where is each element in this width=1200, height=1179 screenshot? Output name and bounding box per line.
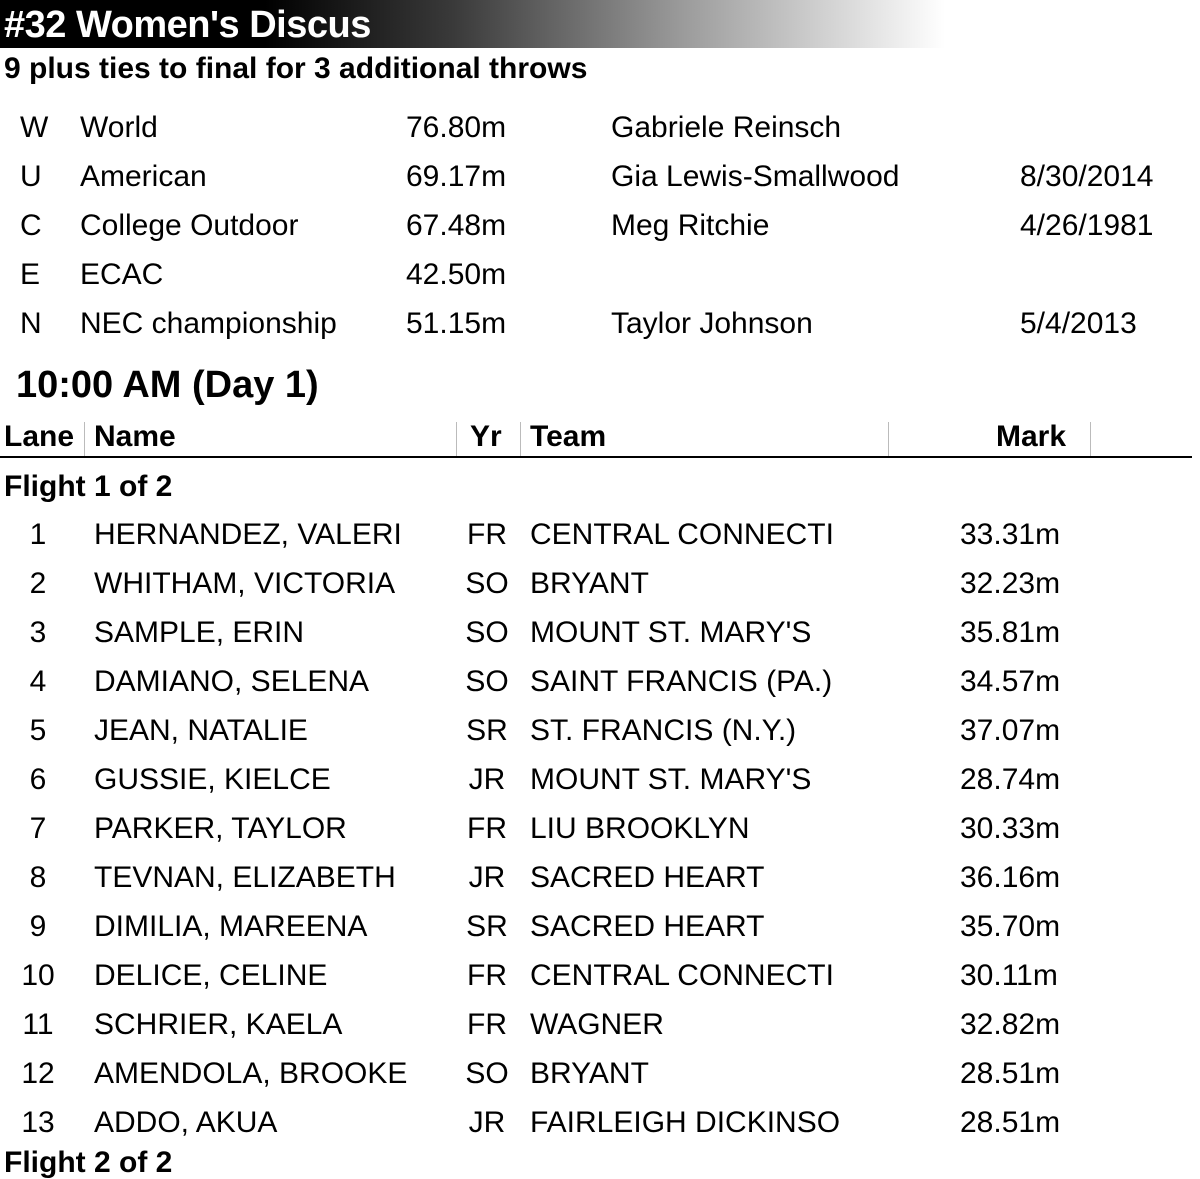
- entry-mark: 30.11m: [960, 959, 1058, 992]
- record-code: U: [20, 160, 42, 193]
- entry-name: HERNANDEZ, VALERI: [94, 518, 402, 551]
- entry-team: FAIRLEIGH DICKINSO: [530, 1106, 841, 1139]
- entry-mark: 36.16m: [960, 861, 1061, 894]
- entry-year: SR: [466, 910, 508, 943]
- record-holder: Gia Lewis-Smallwood: [611, 160, 900, 193]
- entry-lane: 8: [29, 861, 47, 894]
- entry-team: SACRED HEART: [530, 910, 765, 943]
- entry-mark: 35.81m: [960, 616, 1061, 649]
- entry-name: JEAN, NATALIE: [94, 714, 308, 747]
- record-date: 8/30/2014: [1020, 160, 1154, 193]
- entry-lane: 7: [29, 812, 47, 845]
- entry-name: SAMPLE, ERIN: [94, 616, 305, 649]
- entry-name: DAMIANO, SELENA: [94, 665, 370, 698]
- record-code: N: [20, 307, 42, 340]
- entry-year: FR: [467, 812, 507, 845]
- entry-lane: 12: [21, 1057, 55, 1090]
- entry-year: FR: [467, 1008, 507, 1041]
- entry-name: DIMILIA, MAREENA: [94, 910, 368, 943]
- record-mark: 67.48m: [406, 209, 507, 242]
- entry-year: SO: [465, 616, 509, 649]
- entry-team: MOUNT ST. MARY'S: [530, 763, 812, 796]
- entry-mark: 37.07m: [960, 714, 1061, 747]
- record-mark: 76.80m: [406, 111, 507, 144]
- entry-year: SO: [465, 665, 509, 698]
- entry-name: TEVNAN, ELIZABETH: [94, 861, 396, 894]
- entry-mark: 35.70m: [960, 910, 1061, 943]
- entry-year: JR: [468, 1106, 506, 1139]
- entry-year: JR: [468, 861, 506, 894]
- column-divider: [888, 422, 889, 458]
- title-bar: [0, 0, 945, 48]
- column-divider: [84, 422, 85, 458]
- entry-team: BRYANT: [530, 1057, 649, 1090]
- entry-mark: 32.23m: [960, 567, 1061, 600]
- entry-mark: 33.31m: [960, 518, 1061, 551]
- entry-name: DELICE, CELINE: [94, 959, 328, 992]
- column-divider: [456, 422, 457, 458]
- record-holder: Taylor Johnson: [611, 307, 813, 340]
- entry-team: WAGNER: [530, 1008, 664, 1041]
- entry-name: ADDO, AKUA: [94, 1106, 278, 1139]
- column-divider: [1090, 422, 1091, 458]
- record-mark: 42.50m: [406, 258, 507, 291]
- record-name: NEC championship: [80, 307, 337, 340]
- entry-team: SACRED HEART: [530, 861, 765, 894]
- entry-team: CENTRAL CONNECTI: [530, 518, 834, 551]
- record-date: 5/4/2013: [1020, 307, 1137, 340]
- entry-year: FR: [467, 518, 507, 551]
- record-holder: Meg Ritchie: [611, 209, 770, 242]
- column-header-yr: Yr: [470, 420, 502, 453]
- entry-team: MOUNT ST. MARY'S: [530, 616, 812, 649]
- entry-mark: 28.51m: [960, 1057, 1061, 1090]
- entry-team: BRYANT: [530, 567, 649, 600]
- entry-lane: 11: [22, 1008, 54, 1041]
- entry-mark: 34.57m: [960, 665, 1061, 698]
- entry-name: SCHRIER, KAELA: [94, 1008, 343, 1041]
- record-code: C: [20, 209, 42, 242]
- entry-lane: 13: [21, 1106, 55, 1139]
- header-rule: [0, 456, 1192, 458]
- entry-year: FR: [467, 959, 507, 992]
- record-name: American: [80, 160, 207, 193]
- entry-lane: 6: [29, 763, 47, 796]
- column-divider: [520, 422, 521, 458]
- entry-year: SO: [465, 1057, 509, 1090]
- entry-mark: 28.74m: [960, 763, 1061, 796]
- column-header-lane: Lane: [4, 420, 75, 453]
- column-header-team: Team: [530, 420, 607, 453]
- record-name: ECAC: [80, 258, 164, 291]
- entry-name: PARKER, TAYLOR: [94, 812, 347, 845]
- entry-lane: 10: [21, 959, 55, 992]
- entry-year: SR: [466, 714, 508, 747]
- entry-name: WHITHAM, VICTORIA: [94, 567, 396, 600]
- entry-lane: 5: [29, 714, 47, 747]
- next-flight-label: Flight 2 of 2: [4, 1146, 173, 1179]
- entry-name: GUSSIE, KIELCE: [94, 763, 331, 796]
- entry-year: SO: [465, 567, 509, 600]
- entry-team: LIU BROOKLYN: [530, 812, 750, 845]
- entry-team: CENTRAL CONNECTI: [530, 959, 834, 992]
- session-time: 10:00 AM (Day 1): [16, 364, 319, 406]
- entry-mark: 32.82m: [960, 1008, 1061, 1041]
- record-name: College Outdoor: [80, 209, 299, 242]
- record-holder: Gabriele Reinsch: [611, 111, 842, 144]
- entry-year: JR: [468, 763, 506, 796]
- entry-mark: 28.51m: [960, 1106, 1061, 1139]
- entry-team: SAINT FRANCIS (PA.): [530, 665, 833, 698]
- event-subtitle: 9 plus ties to final for 3 additional throws: [4, 52, 588, 85]
- entry-lane: 4: [29, 665, 47, 698]
- entry-lane: 9: [29, 910, 47, 943]
- record-name: World: [80, 111, 158, 144]
- record-mark: 69.17m: [406, 160, 507, 193]
- entry-lane: 1: [29, 518, 47, 551]
- entry-lane: 3: [29, 616, 47, 649]
- column-header-mark: Mark: [996, 420, 1067, 453]
- record-mark: 51.15m: [406, 307, 507, 340]
- event-title: #32 Women's Discus: [4, 4, 371, 46]
- record-code: E: [20, 258, 41, 291]
- record-code: W: [20, 111, 49, 144]
- entry-mark: 30.33m: [960, 812, 1061, 845]
- entry-team: ST. FRANCIS (N.Y.): [530, 714, 797, 747]
- entry-name: AMENDOLA, BROOKE: [94, 1057, 408, 1090]
- flight-label: Flight 1 of 2: [4, 470, 173, 503]
- record-date: 4/26/1981: [1020, 209, 1154, 242]
- column-header-name: Name: [94, 420, 176, 453]
- entry-lane: 2: [29, 567, 47, 600]
